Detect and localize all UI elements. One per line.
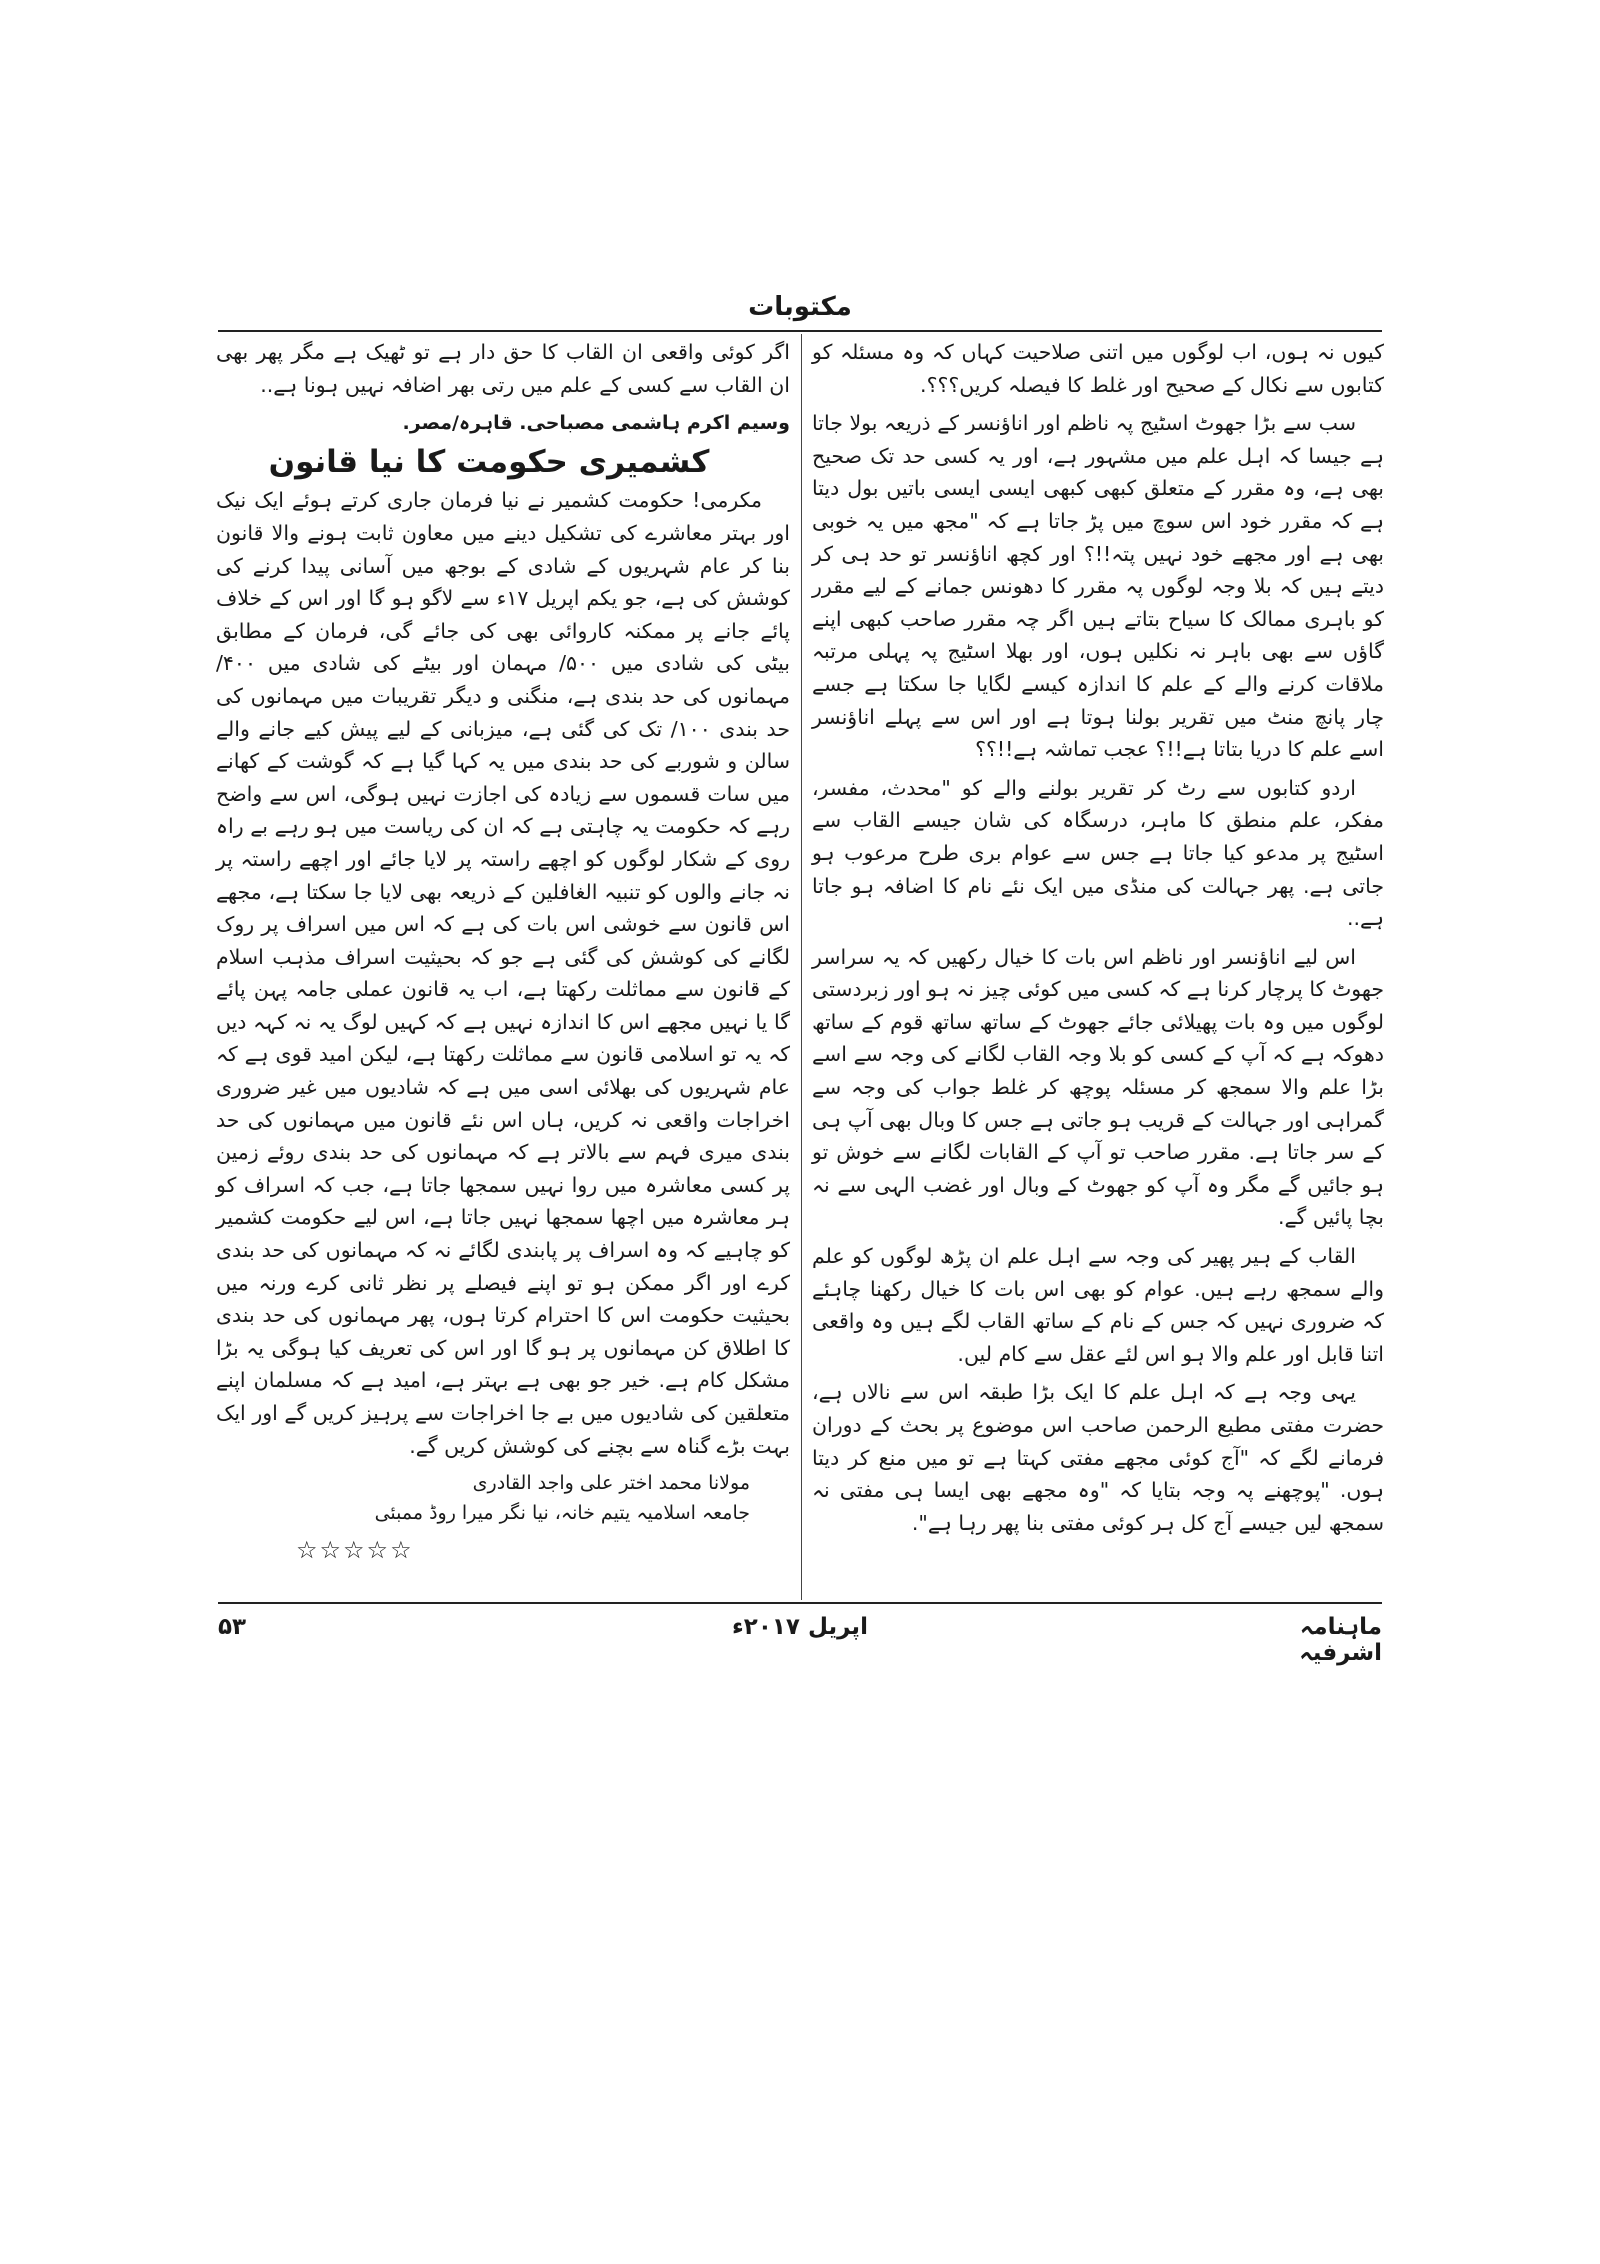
article-heading: کشمیری حکومت کا نیا قانون (268, 443, 710, 480)
right-paragraph-2: سب سے بڑا جھوٹ اسٹیج پہ ناظم اور اناؤنسر کے ذریعہ بولا جاتا ہے جیسا کہ اہل علم میں مشہور ہے، اور یہ کسی حد تک صحیح بھی ہے، وہ مقرر کے متعلق کبھی کبھی ایسی ایسی باتیں بول دیتا ہے کہ مقرر خود اس سوچ میں پڑ جاتا ہے کہ "مجھ میں یہ خوبی بھی ہے اور مجھے خود نہیں پتہ!!؟ اور کچھ اناؤنسر تو حد ہی کر دیتے ہیں کہ بلا وجہ لوگوں پہ مقرر کا دھونس جمانے کے لیے مقرر کو باہری ممالک کا سیاح بتاتے ہیں اگر چہ مقرر صاحب کبھی اپنے گاؤں سے بھی باہر نہ نکلیں ہوں، اور بھلا اسٹیج پہ پہلی مرتبہ ملاقات کرنے والے کے علم کا اندازہ کیسے لگایا جا سکتا ہے جسے چار پانچ منٹ میں تقریر بولنا ہوتا ہے اور اس سے پہلے اناؤنسر اسے علم کا دریا بتاتا ہے!!؟ عجب تماشہ ہے!!؟؟ (812, 411, 1384, 762)
right-paragraph-1: کیوں نہ ہوں، اب لوگوں میں اتنی صلاحیت کہاں کہ وہ مسئلہ کو کتابوں سے نکال کے صحیح اور غلط کا فیصلہ کریں؟؟؟. (812, 340, 1384, 397)
header-rule (218, 330, 1382, 332)
right-paragraph-5: القاب کے ہیر پھیر کی وجہ سے اہل علم ان پڑھ لوگوں کو علم والے سمجھ رہے ہیں. عوام کو بھی اس بات کا خیال رکھنا چاہئے کہ ضروری نہیں کہ جس کے نام کے ساتھ القاب لگے ہیں وہ واقعی اتنا قابل اور علم والا ہو اس لئے عقل سے کام لیں. (812, 1244, 1384, 1366)
article-institution: جامعہ اسلامیہ یتیم خانہ، نیا نگر میرا روڈ ممبئی (374, 1502, 750, 1525)
right-paragraph-3: اردو کتابوں سے رٹ کر تقریر بولنے والے کو "محدث، مفسر، مفکر، علم منطق کا ماہر، درسگاہ کی شان جیسے القاب سے اسٹیج پر مدعو کیا جاتا ہے جس سے عوام بری طرح مرعوب ہو جاتی ہے. پھر جہالت کی منڈی میں ایک نئے نام کا اضافہ ہو جاتا ہے.. (812, 775, 1384, 931)
article-body: مکرمی! حکومت کشمیر نے نیا فرمان جاری کرتے ہوئے ایک نیک اور بہتر معاشرے کی تشکیل دینے میں معاون ثابت ہونے والا قانون بنا کر عام شہریوں کے شادی کے بوجھ میں آسانی پیدا کرنے کی کوشش کی ہے، جو یکم اپریل ۱۷ء سے لاگو ہو گا اور اس کے خلاف پائے جانے پر ممکنہ کاروائی بھی کی جائے گی، فرمان کے مطابق بیٹی کی شادی میں ۵۰۰/ مہمان اور بیٹے کی شادی میں ۴۰۰/ مہمانوں کی حد بندی ہے، منگنی و دیگر تقریبات میں مہمانوں کی حد بندی ۱۰۰/ تک کی گئی ہے، میزبانی کے لیے پیش کیے جانے والے سالن و شوربے کی حد بندی میں یہ کہا گیا ہے کہ گوشت کے کھانے میں سات قسموں سے زیادہ کی اجازت نہیں ہوگی، اس سے واضح رہے کہ حکومت یہ چاہتی ہے کہ ان کی ریاست میں ہو رہے بے راہ روی کے شکار لوگوں کو اچھے راستہ پر لایا جائے اور اچھے راستہ پر نہ جانے والوں کو تنبیہ الغافلین کے ذریعہ بھی لایا جا سکتا ہے، مجھے اس قانون سے خوشی اس بات کی ہے کہ اس میں اسراف پر روک لگانے کی کوشش کی گئی ہے جو کہ بحیثیت اسراف مذہب اسلام کے قانون سے مماثلت رکھتا ہے، اب یہ قانون عملی جامہ پہن پائے گا یا نہیں مجھے اس کا اندازہ نہیں ہے کہ کہیں لوگ یہ نہ کہہ دیں کہ یہ تو اسلامی قانون سے مماثلت رکھتا ہے، لیکن امید قوی ہے کہ عام شہریوں کی بھلائی اسی میں ہے کہ شادیوں میں غیر ضروری اخراجات واقعی نہ کریں، ہاں اس نئے قانون میں مہمانوں کی حد بندی میری فہم سے بالاتر ہے کہ مہمانوں کی حد بندی روئے زمین پر کسی معاشرہ میں روا نہیں سمجھا جاتا ہے، جب کہ اسراف کو ہر معاشرہ میں اچھا سمجھا نہیں جاتا ہے، اس لیے حکومت کشمیر کو چاہیے کہ وہ اسراف پر پابندی لگائے نہ کہ مہمانوں کی حد بندی کرے اور اگر ممکن ہو تو اپنے فیصلے پر نظر ثانی کرے ورنہ میں بحیثیت حکومت اس کا احترام کرتا ہوں، پھر مہمانوں کی حد بندی کا اطلاق کن مہمانوں پر ہو گا اور اس کی تعریف کیا ہوگی یہ بڑا مشکل کام ہے. خیر جو بھی ہے بہتر ہے، امید ہے کہ مسلمان اپنے متعلقین کی شادیوں میں بے جا اخراجات سے پرہیز کریں گے اور ایک بہت بڑے گناہ سے بچنے کی کوشش کریں گے. (216, 488, 791, 1458)
magazine-name: ماہنامہ اشرفیہ (1299, 1614, 1382, 1666)
section-title: مکتوبات (748, 292, 852, 322)
page-number: ۵۳ (218, 1614, 247, 1640)
column-divider (801, 334, 802, 1600)
left-column (216, 336, 790, 1567)
right-column (812, 336, 1384, 1539)
footer-rule (218, 1602, 1382, 1604)
issue-date: اپریل ۲۰۱۷ء (732, 1614, 868, 1640)
article-author: مولانا محمد اختر علی واجد القادری (472, 1472, 750, 1495)
letter-signature: وسیم اکرم ہاشمی مصباحی. قاہرہ/مصر. (402, 412, 790, 435)
right-paragraph-6: یہی وجہ ہے کہ اہل علم کا ایک بڑا طبقہ اس سے نالاں ہے، حضرت مفتی مطیع الرحمن صاحب اس موضوع پر بحث کے دوران فرمانے لگے کہ "آج کوئی مجھے مفتی کہتا ہے تو میں منع کر دیتا ہوں. "پوچھنے پہ وجہ بتایا کہ "وہ مجھے بھی ایسا ہی مفتی نہ سمجھ لیں جیسے آج کل ہر کوئی مفتی بنا پھر رہا ہے". (812, 1380, 1384, 1535)
left-intro-paragraph: اگر کوئی واقعی ان القاب کا حق دار ہے تو ٹھیک ہے مگر پھر بھی ان القاب سے کسی کے علم میں رتی بھر اضافہ نہیں ہونا ہے.. (216, 340, 790, 397)
right-paragraph-4: اس لیے اناؤنسر اور ناظم اس بات کا خیال رکھیں کہ یہ سراسر جھوٹ کا پرچار کرنا ہے کہ کسی میں کوئی چیز نہ ہو اور زبردستی لوگوں میں وہ بات پھیلائی جائے جھوٹ کے ساتھ ساتھ قوم کے ساتھ دھوکہ ہے کہ آپ کے کسی کو بلا وجہ القاب لگانے کی وجہ سے اسے بڑا علم والا سمجھ کر مسئلہ پوچھ کر غلط جواب کی وجہ سے گمراہی اور جہالت کے قریب ہو جاتی ہے جس کا وبال بھی آپ ہی کے سر جاتا ہے. مقرر صاحب تو آپ کے القابات لگانے سے خوش تو ہو جائیں گے مگر وہ آپ کو جھوٹ کے وبال اور غضب الہی سے نہ بچا پائیں گے. (812, 944, 1384, 1230)
stars-divider: ☆☆☆☆☆ (296, 1536, 414, 1565)
